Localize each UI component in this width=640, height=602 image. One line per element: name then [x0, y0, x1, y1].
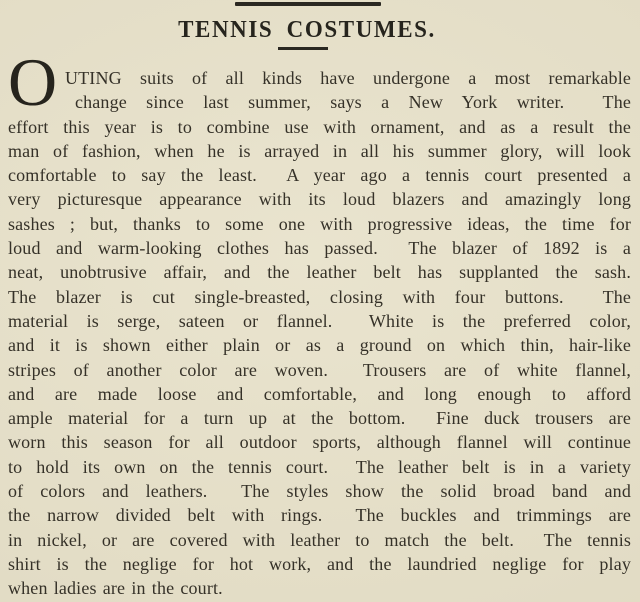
- text-line: worn this season for all outdoor sports, although flannel will continue: [8, 432, 631, 453]
- text-line: neat, unobtrusive affair, and the leather belt has supplanted the sash.: [8, 262, 631, 283]
- text-line: change since last summer, says a New York writer. The: [75, 92, 631, 113]
- article-title: TENNIS COSTUMES.: [178, 16, 436, 43]
- text-line: sashes ; but, thanks to some one with progressive ideas, the time for: [8, 213, 631, 234]
- text-line: and it is shown either plain or as a ground on which thin, hair-like: [8, 335, 631, 356]
- text-line: The blazer is cut single-breasted, closing with four buttons. The: [8, 286, 631, 307]
- text-line: to hold its own on the tennis court. The leather belt is in a variety: [8, 456, 631, 477]
- title-divider-rule: [278, 47, 328, 50]
- text-line: loud and warm-looking clothes has passed. The blazer of 1892 is a: [8, 238, 631, 259]
- text-line: comfortable to say the least. A year ago a tennis court presented a: [8, 165, 631, 186]
- text-line: of colors and leathers. The styles show the solid broad band and: [8, 481, 631, 502]
- top-rule: [235, 2, 381, 6]
- text-line: very picturesque appearance with its loud blazers and amazingly long: [8, 189, 631, 210]
- text-line: in nickel, or are covered with leather to match the belt. The tennis: [8, 529, 631, 550]
- text-line: stripes of another color are woven. Trousers are of white flannel,: [8, 359, 631, 380]
- text-line: UTING suits of all kinds have undergone a most remarkable: [65, 68, 631, 88]
- text-line: ample material for a turn up at the bottom. Fine duck trousers are: [8, 408, 631, 429]
- text-line: effort this year is to combine use with ornament, and as a result the: [8, 116, 631, 137]
- text-line: and are made loose and comfortable, and long enough to afford: [8, 383, 631, 404]
- text-line: man of fashion, when he is arrayed in all his summer glory, will look: [8, 140, 631, 161]
- article-body: [8, 66, 631, 601]
- text-line: when ladies are in the court.: [8, 578, 223, 599]
- text-line: the narrow divided belt with rings. The buckles and trimmings are: [8, 505, 631, 526]
- drop-cap: O: [8, 44, 58, 120]
- text-line: material is serge, sateen or flannel. White is the preferred color,: [8, 310, 631, 331]
- text-line: shirt is the neglige for hot work, and the laundried neglige for play: [8, 553, 631, 574]
